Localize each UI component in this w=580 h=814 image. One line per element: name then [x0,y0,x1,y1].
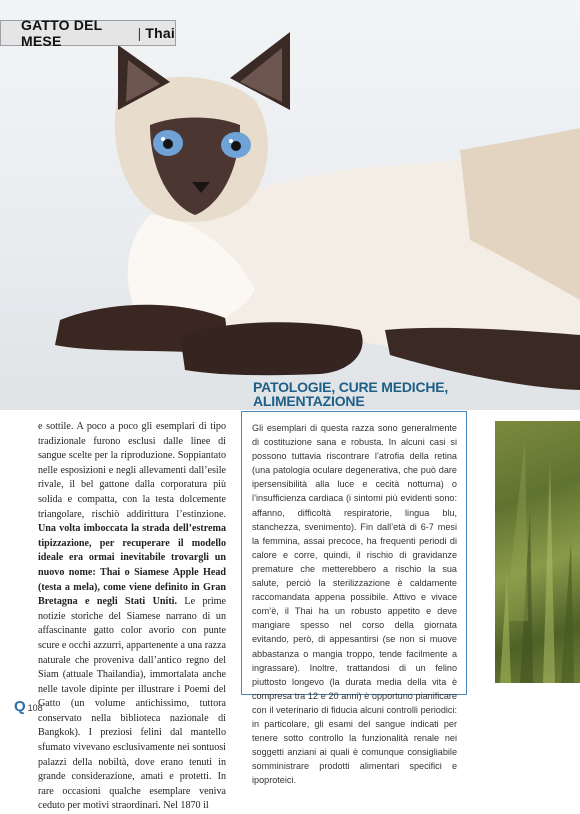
box-heading: PATOLOGIE, CURE MEDICHE, ALIMENTAZIONE [253,379,449,409]
article-column [38,420,226,814]
article-text-2: Le prime notizie storiche del Siamese narrano di un affascinante gatto color avorio con punte scure e occhi azzurri, appartenente a una razza naturale che proveniva dall’antico regno del Siam (attuale Thailandia), immortalata anche nelle tavole dipinte per illustrare i Poemi del Gatto (un volume antichissimo, tuttora conservato nella biblioteca nazionale di Bangkok). I preziosi felini dal mantello sfumato vivevano esclusivamente nei sontuosi palazzi della nobiltà, dove erano tenuti in grande considerazione, amati e protetti. In rare occasioni qualche esemplare veniva ceduto per motivi straordinari. Nel 1870 il [38,596,226,812]
health-box [241,411,467,786]
breed-label: Thai [145,25,175,41]
page-number: 108 [27,703,43,713]
header-separator: | [137,25,142,41]
magazine-logo: Q [14,698,26,715]
health-box-text: Gli esemplari di questa razza sono generalmente di costituzione sana e robusta. In alcuni casi si possono tuttavia riscontrare l’atrofia della retina (una patologia oculare degenerativa, che può dare ipersensibilità alla luce e cecità notturna) o l’insufficienza cardiaca (i sintomi più evidenti sono: affanno, difficoltà respiratorie, lingua blu, stanchezza, svenimento). Fin dall’età di 6-7 mesi la femmina, assai precoce, ha frequenti periodi di calore e corre, quindi, il rischio di gravidanze premature che metterebbero a rischio la sua salute, perciò la sterilizzazione è caldamente raccomandata appena possibile. Attivo e vivace com’è, il Thai ha un robusto appetito e deve mangiare spesso nel corso della giornata evitando, però, di appesantirsi (se non si muove abbastanza o mangia troppo, tende facilmente a ingrassare). Inoltre, trattandosi di un felino piuttosto longevo (la durata media della vita è compresa tra 12 e 20 anni) è opportuno pianificare con il veterinario di fiducia alcuni controlli periodici: in particolare, gli esami del sangue indicati per tenere sotto controllo la funzionalità renale nei soggetti anziani ai quali è comunque consigliabile somministrare prodotti alimentari specifici e ipoproteici. [252,423,457,786]
grass-texture [495,421,580,683]
article-paragraph [38,420,226,814]
page-folio [14,698,43,715]
section-label: GATTO DEL MESE [21,17,103,49]
article-text-1: e sottile. A poco a poco gli esemplari di tipo tradizionale furono esclusi dalle linee di sangue scelte per la riproduzione. Soppiantato nelle esposizioni e negli allevamenti dall’esile rivale, il bel gattone dalla corporatura più solida e compatta, con la testa dolcemente triangolare, rischiò addirittura l’estinzione. [38,421,226,520]
article-highlight: Una volta imboccata la strada dell’estrema tipizzazione, per recuperare il modello ideale era ormai inevitabile trovargli un nuovo nome: Thai o Siamese Apple Head (testa a mela), come viene definito in Gran Bretagna e negli Stati Uniti. [38,523,226,608]
grass-photo [495,421,580,683]
section-header [0,17,176,49]
